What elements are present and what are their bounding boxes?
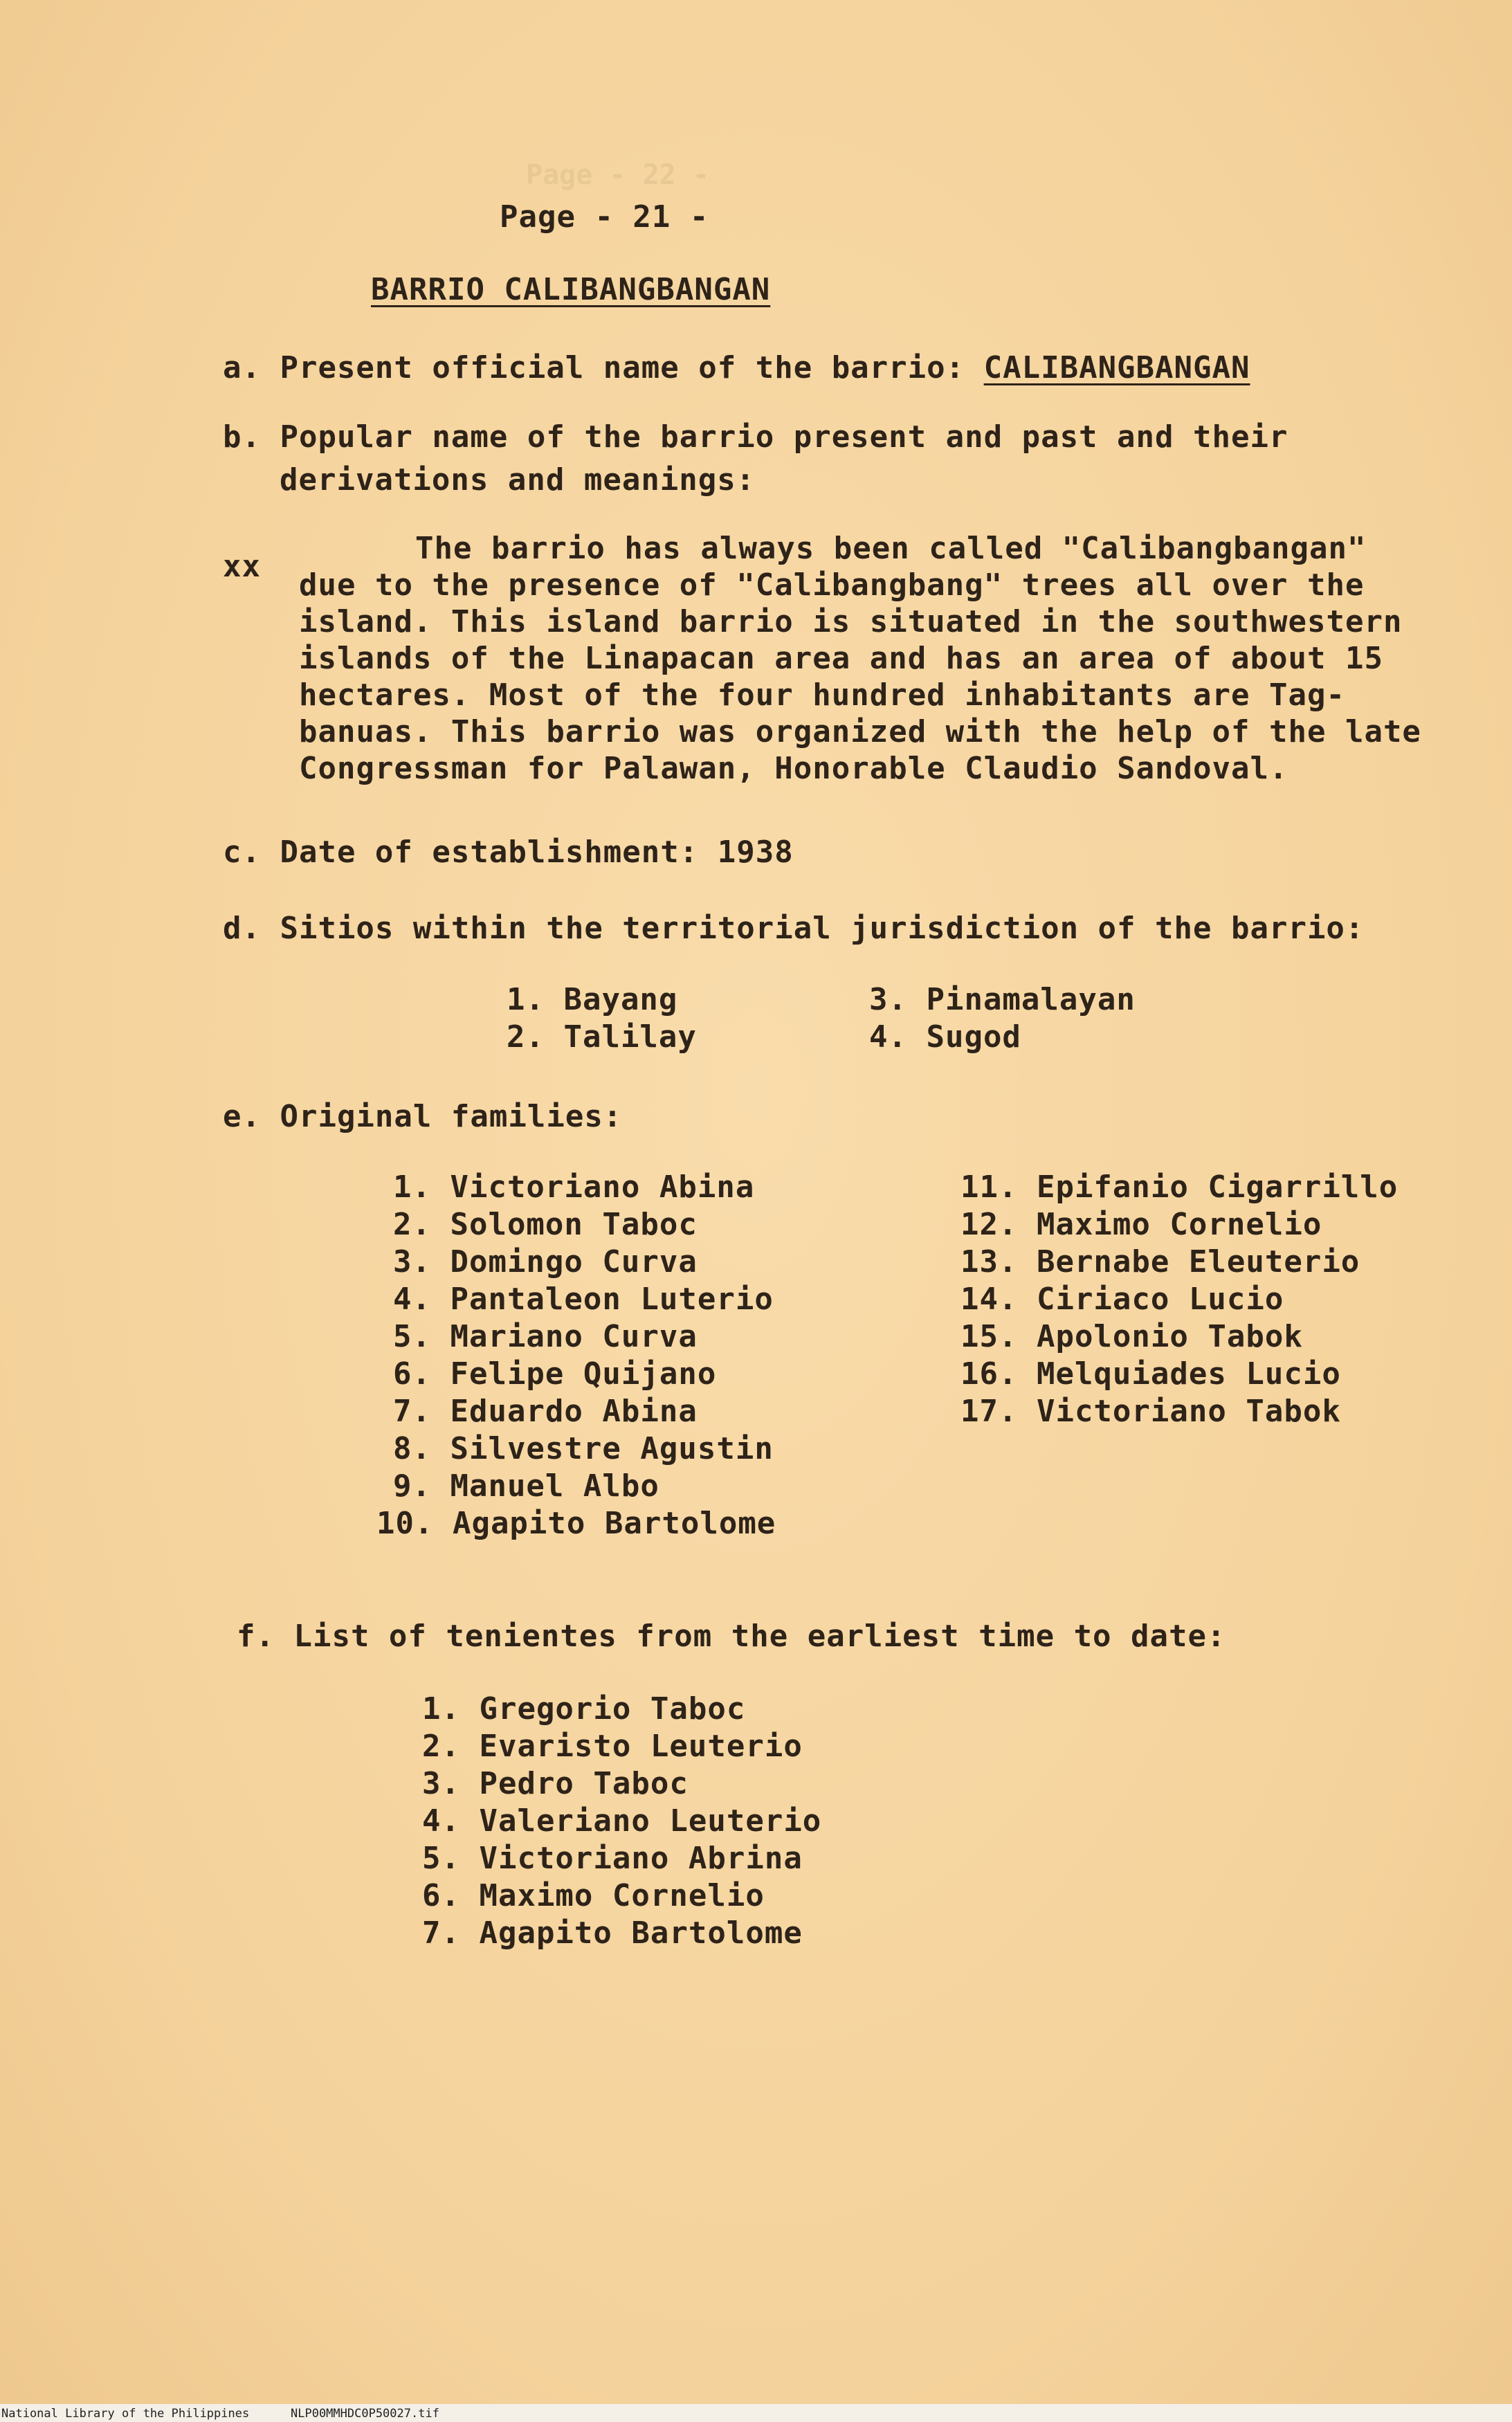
paragraph-line-7: Congressman for Palawan, Honorable Claudio Sandoval. bbox=[299, 751, 1288, 786]
section-c bbox=[223, 834, 794, 871]
teniente-item: 4. Valeriano Leuterio bbox=[422, 1803, 822, 1839]
sitio-item: 2. Talilay bbox=[507, 1019, 697, 1055]
section-b-line2: derivations and meanings: bbox=[280, 462, 756, 498]
paragraph-line-2: due to the presence of "Calibangbang" trees all over the bbox=[299, 567, 1365, 603]
section-e-label: e. Original families: bbox=[223, 1099, 623, 1134]
family-item: 9. Manuel Albo bbox=[393, 1468, 659, 1504]
family-item: 14. Ciriaco Lucio bbox=[960, 1282, 1284, 1317]
sitio-item: 1. Bayang bbox=[507, 982, 678, 1017]
paragraph-line-3: island. This island barrio is situated in the southwestern bbox=[299, 604, 1403, 639]
section-a bbox=[223, 349, 1250, 387]
teniente-item: 3. Pedro Taboc bbox=[422, 1766, 689, 1801]
section-a-label: a. Present official name of the barrio: bbox=[223, 350, 965, 385]
section-d-label: d. Sitios within the territorial jurisdiction of the barrio: bbox=[223, 911, 1365, 946]
margin-marker: xx bbox=[223, 549, 261, 584]
families-left-list bbox=[376, 1169, 776, 1542]
section-f-label: f. List of tenientes from the earliest time to date: bbox=[237, 1619, 1226, 1654]
family-item: 15. Apolonio Tabok bbox=[960, 1319, 1303, 1354]
sitios-left-list bbox=[507, 981, 697, 1056]
bleed-through-text: Page - 22 - bbox=[526, 159, 709, 191]
family-item: 2. Solomon Taboc bbox=[393, 1207, 698, 1242]
paragraph-line-6: banuas. This barrio was organized with the help of the late bbox=[299, 714, 1421, 749]
family-item: 13. Bernabe Eleuterio bbox=[960, 1244, 1360, 1280]
families-right-list bbox=[960, 1169, 1398, 1430]
section-b-line1: b. Popular name of the barrio present and past and their bbox=[223, 419, 1288, 455]
footer-library: National Library of the Philippines bbox=[1, 2407, 250, 2421]
page-header: Page - 21 - bbox=[500, 199, 709, 235]
teniente-item: 1. Gregorio Taboc bbox=[422, 1691, 746, 1727]
family-item: 1. Victoriano Abina bbox=[393, 1169, 755, 1205]
paragraph-line-5: hectares. Most of the four hundred inhabitants are Tag- bbox=[299, 677, 1345, 713]
teniente-item: 7. Agapito Bartolome bbox=[422, 1915, 803, 1951]
paragraph-line-4: islands of the Linapacan area and has an area of about 15 bbox=[299, 641, 1383, 676]
family-item: 4. Pantaleon Luterio bbox=[393, 1282, 774, 1317]
sitios-right-list bbox=[869, 981, 1136, 1056]
barrio-title: BARRIO CALIBANGBANGAN bbox=[371, 272, 771, 307]
teniente-item: 6. Maximo Cornelio bbox=[422, 1878, 765, 1913]
family-item: 7. Eduardo Abina bbox=[393, 1394, 698, 1429]
sitio-item: 3. Pinamalayan bbox=[869, 982, 1136, 1017]
family-item: 17. Victoriano Tabok bbox=[960, 1394, 1341, 1429]
teniente-item: 2. Evaristo Leuterio bbox=[422, 1729, 803, 1764]
paragraph-line-1: The barrio has always been called "Calibangbangan" bbox=[415, 531, 1367, 566]
family-item: 16. Melquiades Lucio bbox=[960, 1356, 1341, 1392]
family-item: 6. Felipe Quijano bbox=[393, 1356, 717, 1392]
establishment-date: 1938 bbox=[717, 835, 794, 870]
family-item: 3. Domingo Curva bbox=[393, 1244, 698, 1280]
family-item: 12. Maximo Cornelio bbox=[960, 1207, 1322, 1242]
family-item: 8. Silvestre Agustin bbox=[393, 1431, 774, 1466]
section-c-label: c. Date of establishment: bbox=[223, 835, 699, 870]
sitio-item: 4. Sugod bbox=[869, 1019, 1021, 1055]
official-name: CALIBANGBANGAN bbox=[983, 350, 1250, 385]
family-item: 11. Epifanio Cigarrillo bbox=[960, 1169, 1399, 1205]
teniente-item: 5. Victoriano Abrina bbox=[422, 1841, 803, 1876]
tenientes-list bbox=[422, 1691, 821, 1952]
family-item: 10. Agapito Bartolome bbox=[376, 1506, 776, 1541]
footer-file-id: NLP00MMHDC0P50027.tif bbox=[291, 2407, 439, 2421]
family-item: 5. Mariano Curva bbox=[393, 1319, 698, 1354]
